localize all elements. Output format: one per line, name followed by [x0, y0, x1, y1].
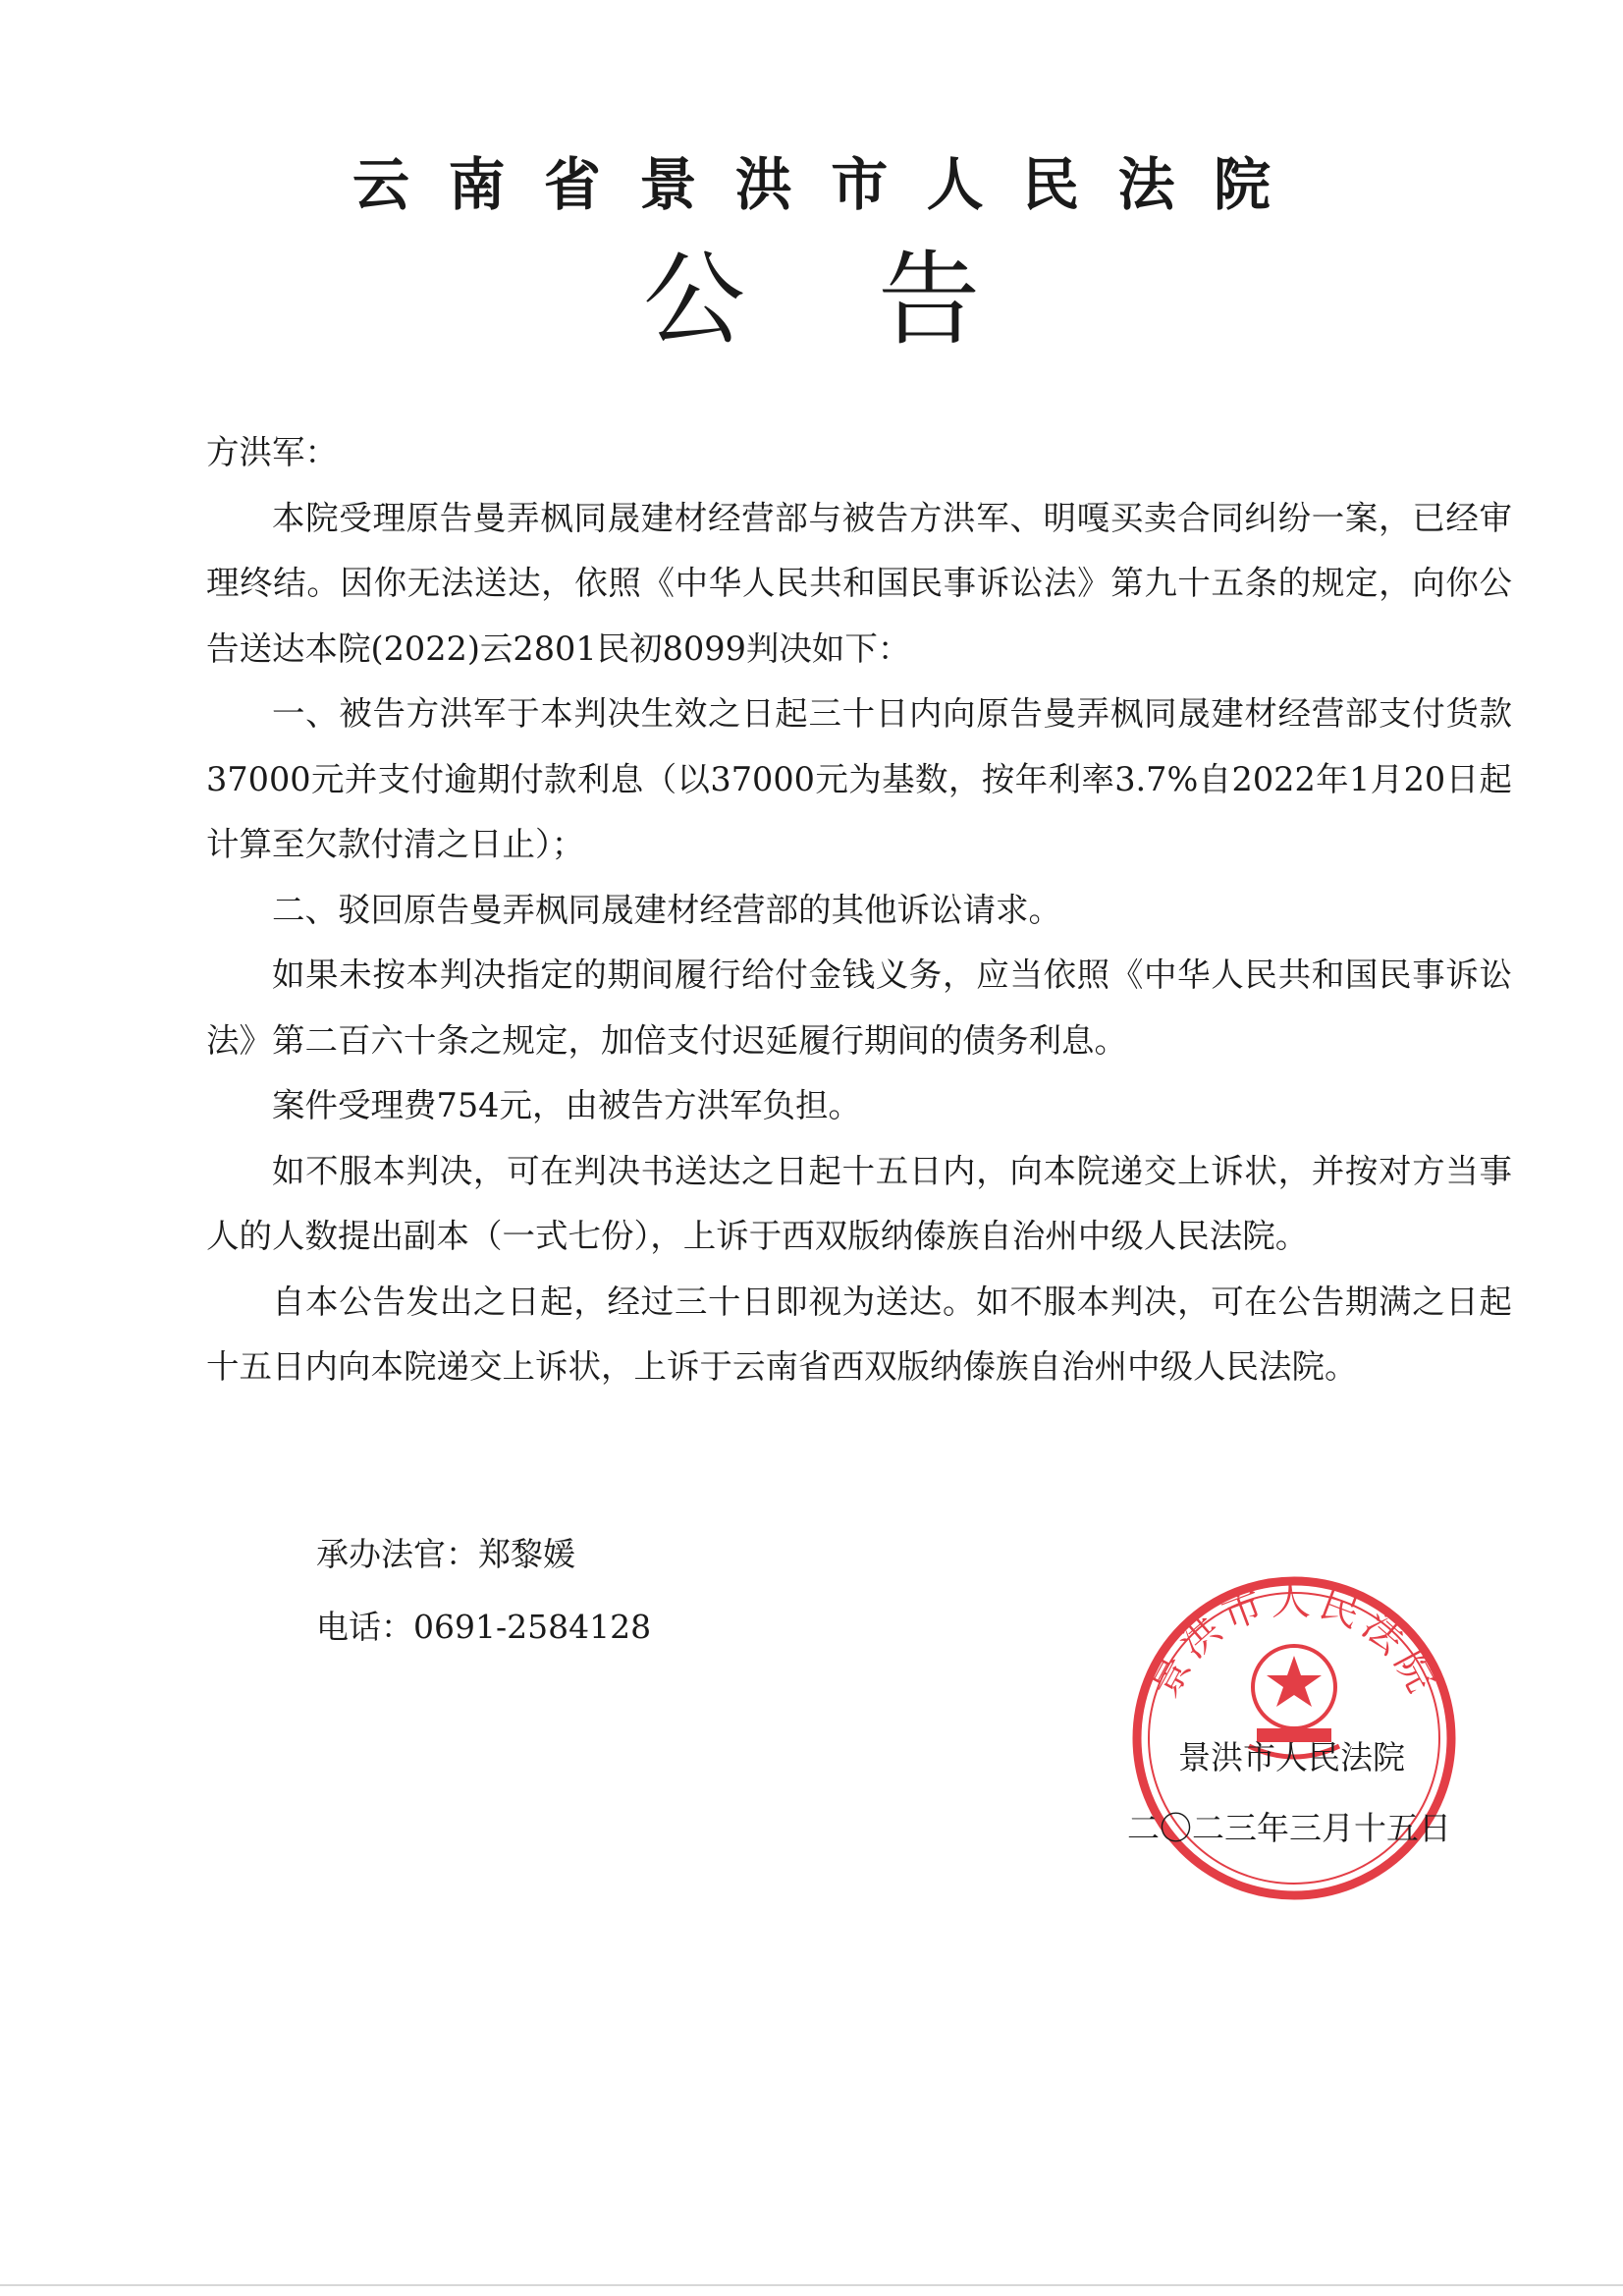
signature-date: 二〇二三年三月十五日: [1127, 1809, 1451, 1847]
signature-court-name: 景洪市人民法院: [1178, 1738, 1405, 1777]
document-title: 公告: [642, 240, 1113, 359]
paragraph-judgment-item-1: 一、被告方洪军于本判决生效之日起三十日内向原告曼弄枫同晟建材经营部支付货款37000元并支付逾期付款利息（以37000元为基数，按年利率3.7%自2022年1月20日起计算至欠款付清之日止）；: [206, 694, 1512, 863]
paragraph-case-fee: 案件受理费754元，由被告方洪军负担。: [272, 1086, 861, 1124]
paragraph-case-summary: 本院受理原告曼弄枫同晟建材经营部与被告方洪军、明嘎买卖合同纠纷一案，已经审理终结。因你无法送达，依照《中华人民共和国民事诉讼法》第九十五条的规定，向你公告送达本院(2022)云2801民初8099判决如下：: [206, 498, 1512, 668]
contact-block: [316, 1518, 651, 1664]
seal-text: 景洪市人民法院: [1141, 1578, 1447, 1705]
court-name-heading: 云南省景洪市人民法院: [352, 151, 1310, 218]
paragraph-appeal: 如不服本判决，可在判决书送达之日起十五日内，向本院递交上诉状，并按对方当事人的人数提出副本（一式七份），上诉于西双版纳傣族自治州中级人民法院。: [206, 1151, 1512, 1255]
addressee: 方洪军：: [206, 433, 338, 471]
phone-line: [316, 1591, 651, 1664]
phone-number: 0691-2584128: [413, 1608, 652, 1646]
paragraph-late-interest: 如果未按本判决指定的期间履行给付金钱义务，应当依照《中华人民共和国民事诉讼法》第二百六十条之规定，加倍支付迟延履行期间的债务利息。: [206, 956, 1512, 1060]
paragraph-service-by-notice: 自本公告发出之日起，经过三十日即视为送达。如不服本判决，可在公告期满之日起十五日内向本院递交上诉状，上诉于云南省西双版纳傣族自治州中级人民法院。: [206, 1282, 1512, 1386]
phone-label: 电话：: [316, 1608, 413, 1646]
paragraph-judgment-item-2: 二、驳回原告曼弄枫同晟建材经营部的其他诉讼请求。: [272, 890, 1061, 929]
judge-name: 郑黎媛: [478, 1535, 575, 1573]
scan-edge-line: [0, 2284, 1623, 2286]
judge-line: [316, 1518, 651, 1591]
notice-body: [206, 420, 1512, 1400]
judge-label: 承办法官：: [316, 1535, 478, 1573]
